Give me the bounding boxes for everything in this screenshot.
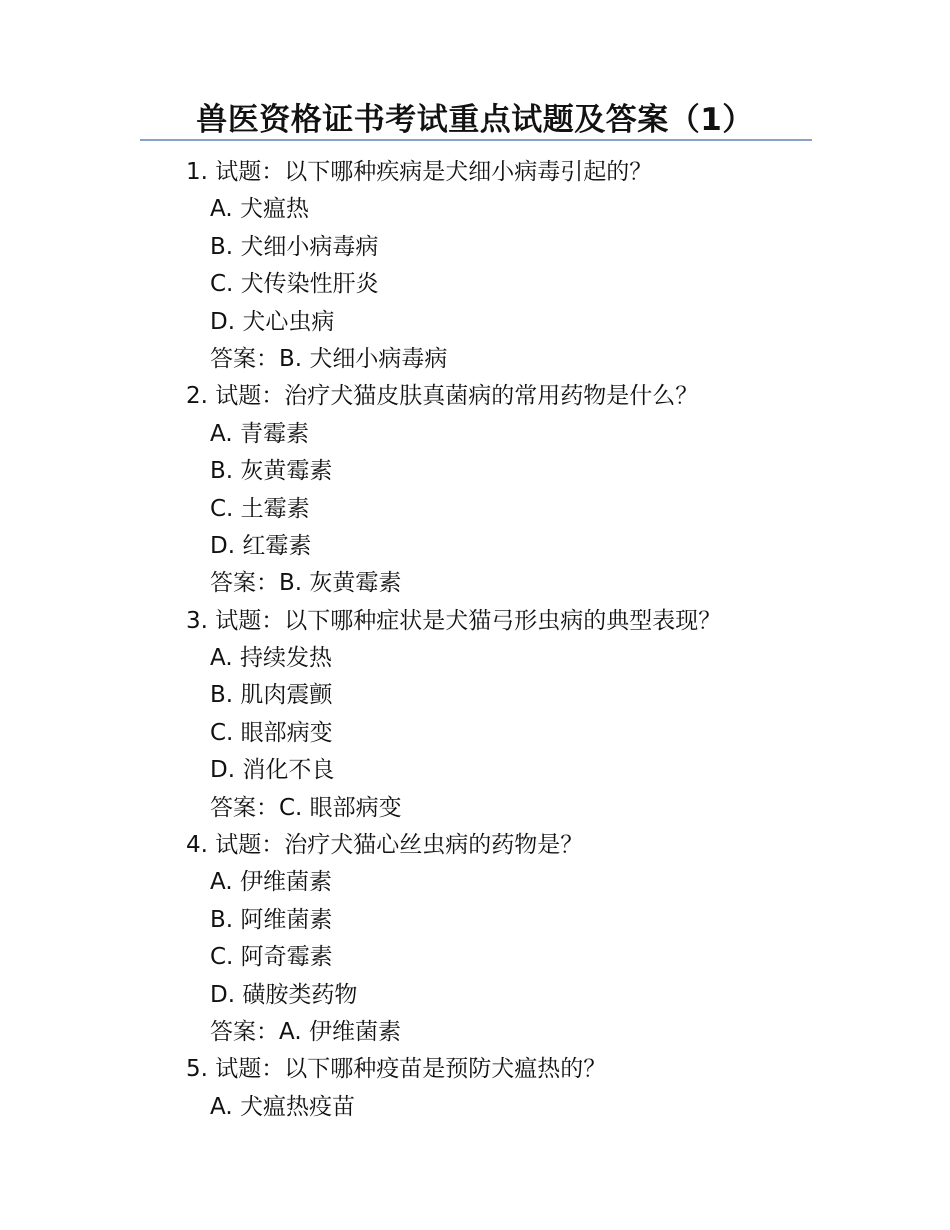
option-a: A. 犬瘟热 [210,196,309,223]
option-c: C. 犬传染性肝炎 [210,271,379,298]
option-a: A. 伊维菌素 [210,869,332,896]
option-b: B. 肌肉震颤 [210,682,333,709]
option-b: B. 灰黄霉素 [210,458,333,485]
option-d: D. 犬心虫病 [210,308,335,335]
option-c: C. 阿奇霉素 [210,944,333,971]
question-list [186,154,886,1126]
option-d: D. 红霉素 [210,532,312,559]
question-text: 4. 试题：治疗犬猫心丝虫病的药物是？ [186,832,584,859]
option-c: C. 眼部病变 [210,719,333,746]
answer-text: 答案：B. 灰黄霉素 [210,570,402,597]
title-underline [140,139,812,141]
option-a: A. 青霉素 [210,420,309,447]
question-text: 5. 试题：以下哪种疫苗是预防犬瘟热的？ [186,1056,607,1083]
document-title: 兽医资格证书考试重点试题及答案（1） [196,102,754,138]
option-d: D. 消化不良 [210,757,335,784]
option-b: B. 阿维菌素 [210,906,333,933]
answer-text: 答案：A. 伊维菌素 [210,1018,401,1045]
answer-text: 答案：B. 犬细小病毒病 [210,345,448,372]
question-text: 1. 试题：以下哪种疾病是犬细小病毒引起的？ [186,159,653,185]
option-c: C. 土霉素 [210,495,310,522]
option-b: B. 犬细小病毒病 [210,233,379,260]
question-text: 3. 试题：以下哪种症状是犬猫弓形虫病的典型表现？ [186,607,722,634]
option-a: A. 持续发热 [210,645,332,672]
option-a: A. 犬瘟热疫苗 [210,1093,355,1120]
answer-text: 答案：C. 眼部病变 [210,794,402,821]
option-d: D. 磺胺类药物 [210,981,358,1008]
question-text: 2. 试题：治疗犬猫皮肤真菌病的常用药物是什么？ [186,383,699,410]
